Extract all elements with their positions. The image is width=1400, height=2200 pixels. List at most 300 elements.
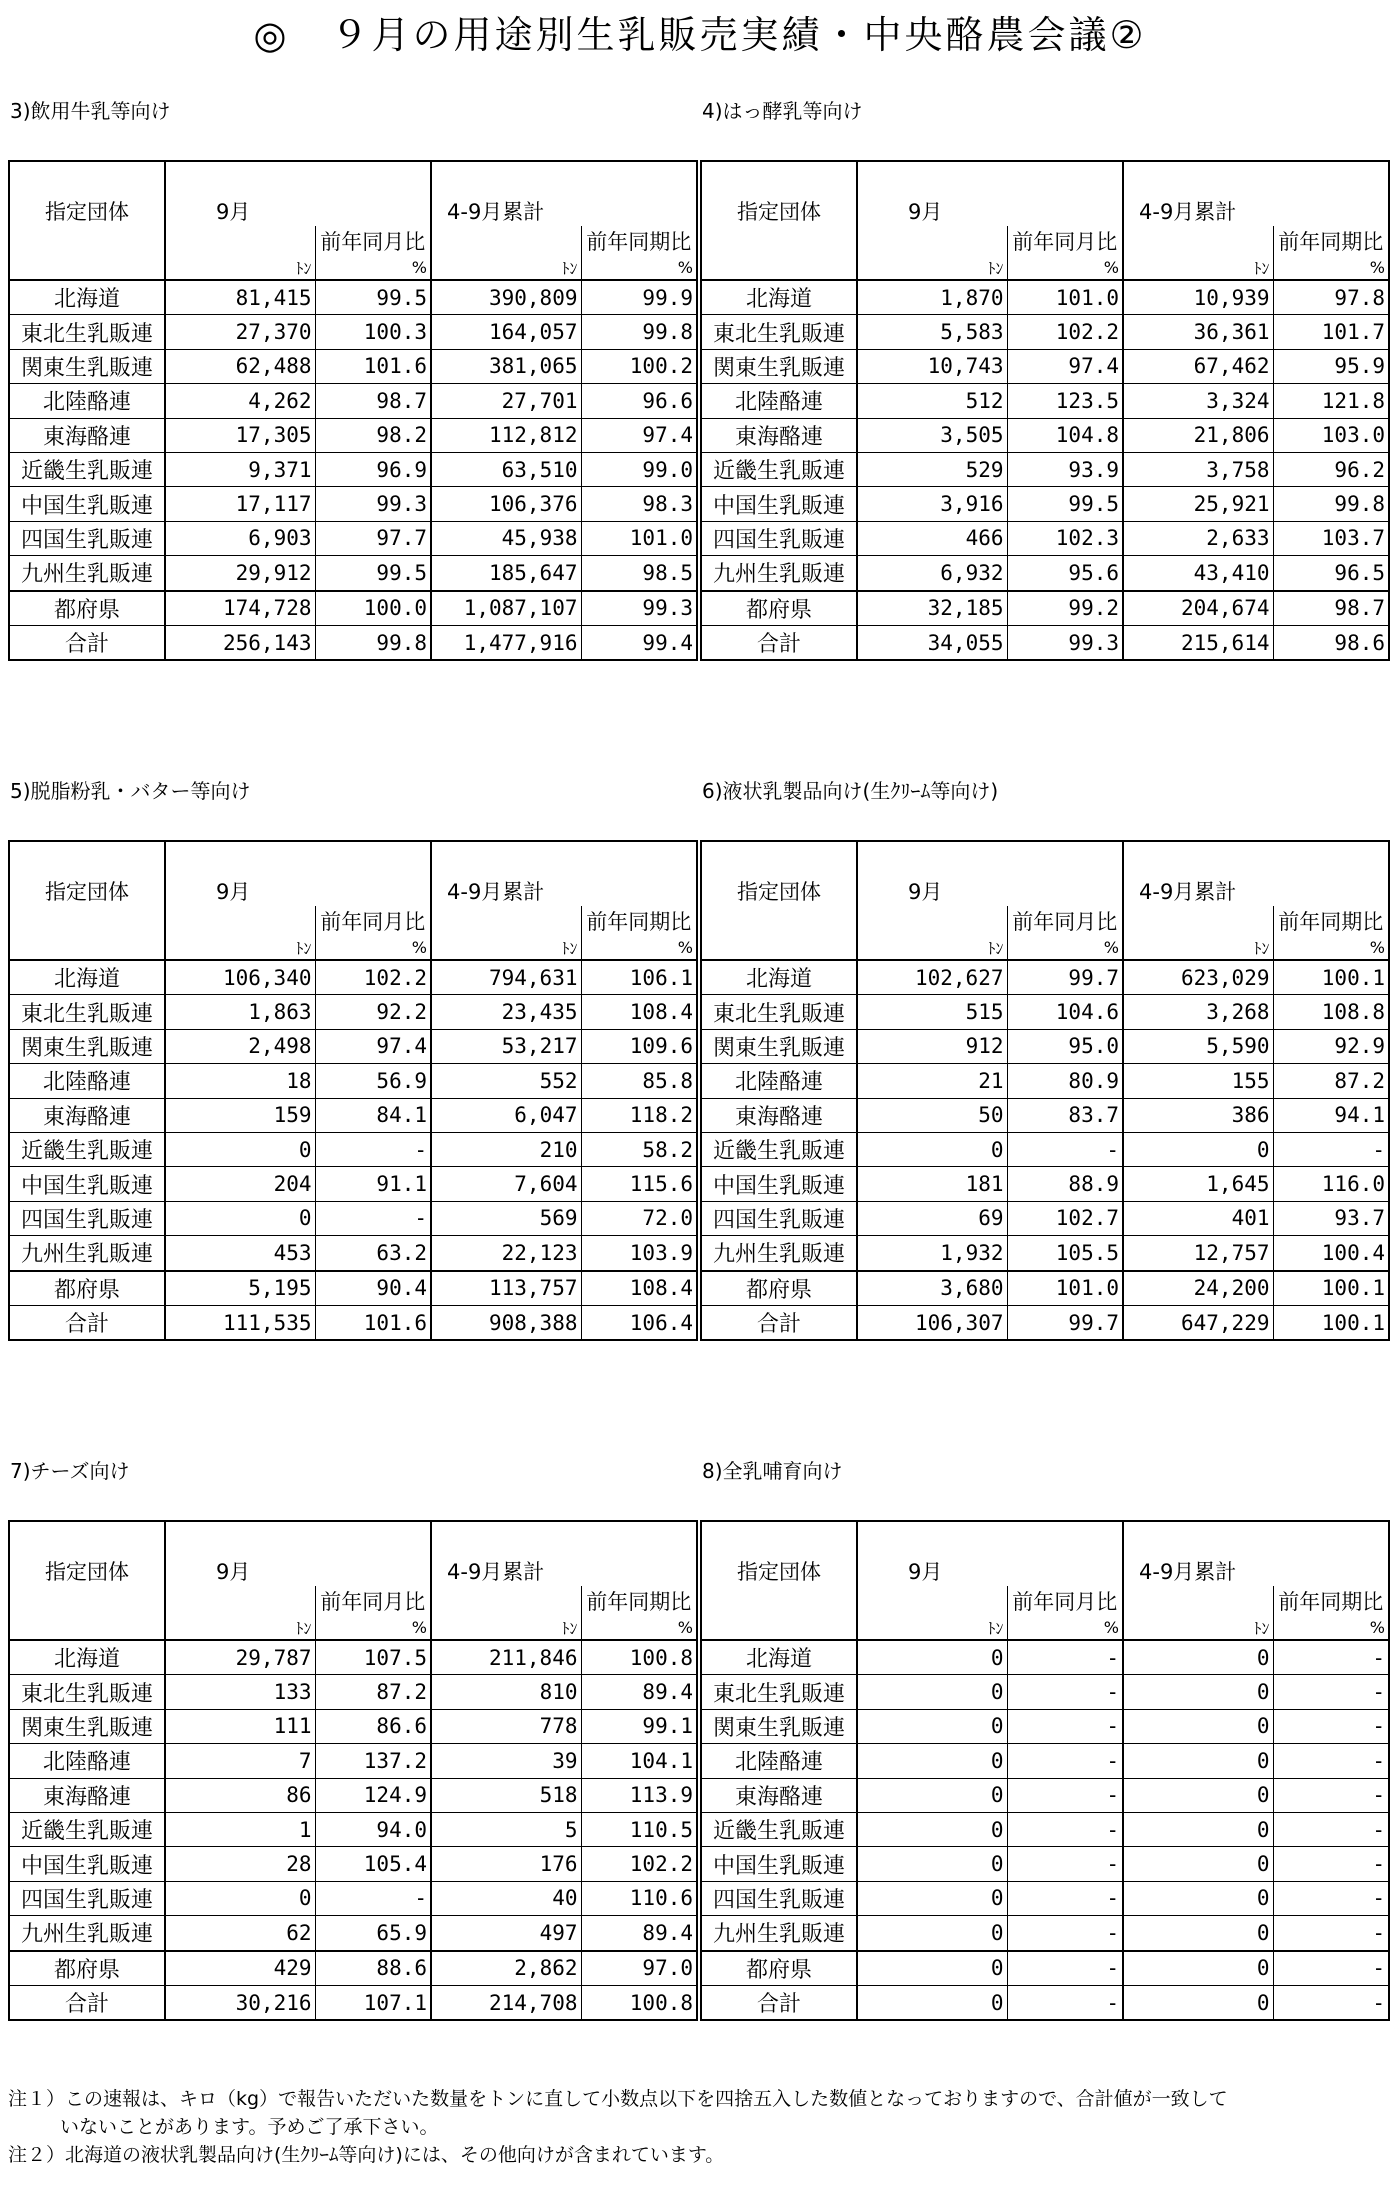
org-name: 合計 — [9, 625, 165, 660]
cell-value: 29,787 — [165, 1640, 315, 1675]
cell-value: 1,645 — [1123, 1167, 1273, 1201]
cell-value: 2,633 — [1123, 521, 1273, 555]
cell-value: 97.4 — [581, 418, 697, 452]
header-yoy-month: 前年同月比 — [315, 226, 431, 256]
cell-value: 87.2 — [315, 1675, 431, 1709]
cell-value: 39 — [431, 1744, 581, 1778]
cell-value: 3,268 — [1123, 995, 1273, 1029]
cell-value: 3,758 — [1123, 452, 1273, 486]
cell-value: 102.2 — [315, 960, 431, 995]
cell-value: 401 — [1123, 1201, 1273, 1235]
org-name: 北海道 — [701, 960, 857, 995]
cell-value: 106,307 — [857, 1305, 1007, 1340]
unit-pct: % — [1007, 936, 1123, 960]
table-row — [701, 625, 1389, 660]
table-row — [9, 1305, 697, 1340]
cell-value: - — [1273, 1640, 1389, 1675]
table-row — [701, 556, 1389, 591]
cell-value: 647,229 — [1123, 1305, 1273, 1340]
table-row — [701, 315, 1389, 349]
org-name: 近畿生乳販連 — [701, 452, 857, 486]
cell-value: 88.9 — [1007, 1167, 1123, 1201]
cell-value: 99.7 — [1007, 1305, 1123, 1340]
cell-value: 109.6 — [581, 1029, 697, 1063]
cell-value: 453 — [165, 1236, 315, 1271]
table-row — [701, 1640, 1389, 1675]
table-row — [701, 1305, 1389, 1340]
cell-value: 97.4 — [1007, 349, 1123, 383]
cell-value: 0 — [857, 1640, 1007, 1675]
cell-value: 21,806 — [1123, 418, 1273, 452]
cell-value: - — [1007, 1675, 1123, 1709]
cell-value: 88.6 — [315, 1951, 431, 1986]
cell-value: - — [1273, 1951, 1389, 1986]
org-name: 都府県 — [9, 591, 165, 626]
org-name: 近畿生乳販連 — [9, 1132, 165, 1166]
cell-value: - — [1007, 1951, 1123, 1986]
footnotes — [8, 2085, 1398, 2169]
org-name: 合計 — [701, 1985, 857, 2020]
cell-value: 155 — [1123, 1064, 1273, 1098]
table-row — [701, 1916, 1389, 1951]
table-row — [701, 1778, 1389, 1812]
cell-value: 0 — [857, 1985, 1007, 2020]
cell-value: 107.1 — [315, 1985, 431, 2020]
section-label: 3)飲用牛乳等向け — [10, 99, 171, 123]
table-row — [9, 349, 697, 383]
cell-value: 58.2 — [581, 1132, 697, 1166]
cell-value: 100.1 — [1273, 1271, 1389, 1306]
cell-value: 56.9 — [315, 1064, 431, 1098]
cell-value: 0 — [1123, 1744, 1273, 1778]
cell-value: 100.8 — [581, 1640, 697, 1675]
table-row — [9, 1675, 697, 1709]
cell-value: 43,410 — [1123, 556, 1273, 591]
cell-value: - — [1007, 1847, 1123, 1881]
cell-value: 0 — [857, 1881, 1007, 1915]
unit-pct: % — [315, 256, 431, 280]
cell-value: 113,757 — [431, 1271, 581, 1306]
cell-value: 0 — [857, 1812, 1007, 1846]
cell-value: 111 — [165, 1709, 315, 1743]
cell-value: 1,477,916 — [431, 625, 581, 660]
cell-value: 6,047 — [431, 1098, 581, 1132]
table-row — [9, 1951, 697, 1986]
table-row — [701, 1985, 1389, 2020]
cell-value: 28 — [165, 1847, 315, 1881]
cell-value: 102.3 — [1007, 521, 1123, 555]
cell-value: 102.7 — [1007, 1201, 1123, 1235]
org-name: 近畿生乳販連 — [9, 1812, 165, 1846]
cell-value: 72.0 — [581, 1201, 697, 1235]
cell-value: 101.7 — [1273, 315, 1389, 349]
cell-value: 497 — [431, 1916, 581, 1951]
cell-value: 110.6 — [581, 1881, 697, 1915]
table-row — [701, 452, 1389, 486]
section-label: 7)チーズ向け — [10, 1459, 130, 1483]
table-row — [9, 591, 697, 626]
cell-value: 211,846 — [431, 1640, 581, 1675]
cell-value: 100.1 — [1273, 960, 1389, 995]
table-row — [701, 1201, 1389, 1235]
cell-value: 778 — [431, 1709, 581, 1743]
footnote-1-cont: いないことがあります。予めご了承下さい。 — [60, 2116, 439, 2138]
cell-value: 3,916 — [857, 487, 1007, 521]
cell-value: 386 — [1123, 1098, 1273, 1132]
cell-value: - — [1273, 1812, 1389, 1846]
cell-value: 99.5 — [315, 280, 431, 315]
sales-table — [700, 1520, 1390, 2021]
header-yoy-period: 前年同期比 — [1273, 906, 1389, 936]
cell-value: - — [315, 1881, 431, 1915]
header-org: 指定団体 — [9, 196, 165, 226]
cell-value: 96.6 — [581, 384, 697, 418]
header-month: 9月 — [857, 876, 1007, 906]
cell-value: 0 — [165, 1132, 315, 1166]
cell-value: 98.7 — [315, 384, 431, 418]
cell-value: 118.2 — [581, 1098, 697, 1132]
cell-value: 32,185 — [857, 591, 1007, 626]
org-name: 東北生乳販連 — [701, 995, 857, 1029]
cell-value: 1 — [165, 1812, 315, 1846]
table-row — [9, 1236, 697, 1271]
org-name: 都府県 — [701, 591, 857, 626]
org-name: 中国生乳販連 — [701, 1167, 857, 1201]
header-yoy-period: 前年同期比 — [581, 906, 697, 936]
cell-value: 50 — [857, 1098, 1007, 1132]
org-name: 北海道 — [701, 1640, 857, 1675]
cell-value: 1,087,107 — [431, 591, 581, 626]
cell-value: 98.7 — [1273, 591, 1389, 626]
cell-value: 99.8 — [315, 625, 431, 660]
cell-value: 1,870 — [857, 280, 1007, 315]
cell-value: 69 — [857, 1201, 1007, 1235]
cell-value: - — [1273, 1778, 1389, 1812]
header-yoy-month: 前年同月比 — [315, 1586, 431, 1616]
cell-value: 18 — [165, 1064, 315, 1098]
cell-value: 101.0 — [581, 521, 697, 555]
cell-value: 100.2 — [581, 349, 697, 383]
org-name: 北陸酪連 — [9, 1064, 165, 1098]
cell-value: 0 — [857, 1778, 1007, 1812]
cell-value: 99.3 — [315, 487, 431, 521]
org-name: 東海酪連 — [701, 418, 857, 452]
table-row — [701, 1812, 1389, 1846]
cell-value: 108.8 — [1273, 995, 1389, 1029]
org-name: 東北生乳販連 — [701, 1675, 857, 1709]
cell-value: 84.1 — [315, 1098, 431, 1132]
table-row — [9, 384, 697, 418]
cell-value: 99.9 — [581, 280, 697, 315]
table-row — [701, 1675, 1389, 1709]
org-name: 中国生乳販連 — [9, 487, 165, 521]
table-row — [9, 1709, 697, 1743]
cell-value: 30,216 — [165, 1985, 315, 2020]
cell-value: 210 — [431, 1132, 581, 1166]
cell-value: 518 — [431, 1778, 581, 1812]
table-row — [9, 625, 697, 660]
table-row — [701, 1709, 1389, 1743]
cell-value: 515 — [857, 995, 1007, 1029]
cell-value: 10,743 — [857, 349, 1007, 383]
table-row — [9, 1881, 697, 1915]
table-row — [701, 418, 1389, 452]
org-name: 東海酪連 — [9, 1098, 165, 1132]
cell-value: - — [1007, 1132, 1123, 1166]
unit-ton: ﾄﾝ — [1123, 936, 1273, 960]
cell-value: 93.7 — [1273, 1201, 1389, 1235]
unit-pct: % — [1273, 1616, 1389, 1640]
cell-value: 96.2 — [1273, 452, 1389, 486]
cell-value: 0 — [857, 1709, 1007, 1743]
unit-ton: ﾄﾝ — [1123, 256, 1273, 280]
cell-value: 102.2 — [581, 1847, 697, 1881]
unit-ton: ﾄﾝ — [1123, 1616, 1273, 1640]
cell-value: 99.3 — [581, 591, 697, 626]
org-name: 都府県 — [9, 1951, 165, 1986]
cell-value: 176 — [431, 1847, 581, 1881]
unit-ton: ﾄﾝ — [165, 256, 315, 280]
cell-value: 53,217 — [431, 1029, 581, 1063]
cell-value: 3,324 — [1123, 384, 1273, 418]
cell-value: 108.4 — [581, 995, 697, 1029]
cell-value: 108.4 — [581, 1271, 697, 1306]
cell-value: 0 — [1123, 1847, 1273, 1881]
cell-value: 204 — [165, 1167, 315, 1201]
table-row — [9, 1812, 697, 1846]
cell-value: 512 — [857, 384, 1007, 418]
unit-pct: % — [1273, 256, 1389, 280]
section-label: 5)脱脂粉乳・バター等向け — [10, 779, 251, 803]
table-row — [9, 1778, 697, 1812]
header-cumulative: 4-9月累計 — [431, 196, 581, 226]
cell-value: 98.6 — [1273, 625, 1389, 660]
table-row — [701, 280, 1389, 315]
unit-ton: ﾄﾝ — [165, 1616, 315, 1640]
cell-value: 34,055 — [857, 625, 1007, 660]
header-month: 9月 — [165, 1556, 315, 1586]
org-name: 都府県 — [701, 1271, 857, 1306]
cell-value: 89.4 — [581, 1675, 697, 1709]
table-row — [701, 995, 1389, 1029]
table-row — [701, 1847, 1389, 1881]
header-yoy-month: 前年同月比 — [315, 906, 431, 936]
cell-value: - — [1007, 1709, 1123, 1743]
table-row — [701, 960, 1389, 995]
header-month: 9月 — [857, 196, 1007, 226]
cell-value: 0 — [1123, 1675, 1273, 1709]
cell-value: 97.7 — [315, 521, 431, 555]
cell-value: 99.8 — [1273, 487, 1389, 521]
org-name: 都府県 — [701, 1951, 857, 1986]
sales-table — [8, 160, 698, 661]
org-name: 都府県 — [9, 1271, 165, 1306]
header-cumulative: 4-9月累計 — [1123, 196, 1273, 226]
cell-value: 106,376 — [431, 487, 581, 521]
cell-value: 92.2 — [315, 995, 431, 1029]
cell-value: 99.0 — [581, 452, 697, 486]
cell-value: 0 — [1123, 1985, 1273, 2020]
cell-value: 29,912 — [165, 556, 315, 591]
cell-value: 623,029 — [1123, 960, 1273, 995]
table-row — [701, 591, 1389, 626]
cell-value: 99.2 — [1007, 591, 1123, 626]
cell-value: 101.0 — [1007, 280, 1123, 315]
cell-value: 96.9 — [315, 452, 431, 486]
header-month: 9月 — [857, 1556, 1007, 1586]
unit-pct: % — [315, 936, 431, 960]
org-name: 北海道 — [9, 960, 165, 995]
cell-value: 99.8 — [581, 315, 697, 349]
org-name: 北陸酪連 — [9, 1744, 165, 1778]
cell-value: 62,488 — [165, 349, 315, 383]
footnote-1: 注１）この速報は、キロ（kg）で報告いただいた数量をトンに直して小数点以下を四捨五入した数値となっておりますので、合計値が一致して — [8, 2088, 1228, 2110]
org-name: 四国生乳販連 — [9, 1881, 165, 1915]
table-row — [9, 1098, 697, 1132]
cell-value: 96.5 — [1273, 556, 1389, 591]
table-row — [9, 1744, 697, 1778]
table-row — [9, 418, 697, 452]
header-org: 指定団体 — [701, 876, 857, 906]
cell-value: 7,604 — [431, 1167, 581, 1201]
cell-value: 112,812 — [431, 418, 581, 452]
table-row — [9, 1132, 697, 1166]
cell-value: 99.5 — [315, 556, 431, 591]
org-name: 北海道 — [9, 280, 165, 315]
cell-value: 99.3 — [1007, 625, 1123, 660]
cell-value: 429 — [165, 1951, 315, 1986]
table-row — [9, 1064, 697, 1098]
cell-value: 100.3 — [315, 315, 431, 349]
header-org: 指定団体 — [701, 1556, 857, 1586]
cell-value: 0 — [1123, 1916, 1273, 1951]
org-name: 北陸酪連 — [701, 1064, 857, 1098]
cell-value: 0 — [1123, 1812, 1273, 1846]
org-name: 九州生乳販連 — [9, 1916, 165, 1951]
cell-value: 185,647 — [431, 556, 581, 591]
cell-value: 104.8 — [1007, 418, 1123, 452]
cell-value: 99.7 — [1007, 960, 1123, 995]
cell-value: 115.6 — [581, 1167, 697, 1201]
cell-value: 0 — [857, 1951, 1007, 1986]
cell-value: - — [1007, 1744, 1123, 1778]
cell-value: - — [1007, 1916, 1123, 1951]
cell-value: - — [315, 1132, 431, 1166]
table-row — [9, 960, 697, 995]
cell-value: 94.1 — [1273, 1098, 1389, 1132]
cell-value: 0 — [857, 1916, 1007, 1951]
cell-value: 105.5 — [1007, 1236, 1123, 1271]
cell-value: 95.0 — [1007, 1029, 1123, 1063]
cell-value: 87.2 — [1273, 1064, 1389, 1098]
org-name: 中国生乳販連 — [701, 1847, 857, 1881]
org-name: 東海酪連 — [701, 1778, 857, 1812]
cell-value: 99.4 — [581, 625, 697, 660]
cell-value: 3,505 — [857, 418, 1007, 452]
cell-value: - — [1273, 1916, 1389, 1951]
table-row — [701, 1098, 1389, 1132]
sales-table — [8, 840, 698, 1341]
org-name: 北海道 — [9, 1640, 165, 1675]
cell-value: 106.1 — [581, 960, 697, 995]
cell-value: 0 — [165, 1201, 315, 1235]
cell-value: 1,932 — [857, 1236, 1007, 1271]
header-yoy-period: 前年同期比 — [1273, 1586, 1389, 1616]
header-yoy-month: 前年同月比 — [1007, 226, 1123, 256]
cell-value: 97.4 — [315, 1029, 431, 1063]
cell-value: 0 — [857, 1847, 1007, 1881]
org-name: 九州生乳販連 — [701, 556, 857, 591]
header-yoy-period: 前年同期比 — [581, 226, 697, 256]
cell-value: 105.4 — [315, 1847, 431, 1881]
header-cumulative: 4-9月累計 — [431, 876, 581, 906]
cell-value: 908,388 — [431, 1305, 581, 1340]
unit-ton: ﾄﾝ — [431, 1616, 581, 1640]
org-name: 四国生乳販連 — [701, 1881, 857, 1915]
cell-value: 5,583 — [857, 315, 1007, 349]
page-title: ◎ ９月の用途別生乳販売実績・中央酪農会議② — [253, 13, 1147, 57]
cell-value: 0 — [1123, 1132, 1273, 1166]
unit-ton: ﾄﾝ — [857, 1616, 1007, 1640]
table-row — [9, 995, 697, 1029]
cell-value: - — [1273, 1709, 1389, 1743]
cell-value: 101.6 — [315, 1305, 431, 1340]
table-row — [701, 349, 1389, 383]
table-row — [701, 1744, 1389, 1778]
org-name: 近畿生乳販連 — [701, 1812, 857, 1846]
org-name: 関東生乳販連 — [701, 1029, 857, 1063]
table-row — [701, 384, 1389, 418]
cell-value: 0 — [1123, 1881, 1273, 1915]
cell-value: 95.9 — [1273, 349, 1389, 383]
cell-value: 45,938 — [431, 521, 581, 555]
cell-value: 810 — [431, 1675, 581, 1709]
table-row — [701, 1881, 1389, 1915]
table-row — [9, 521, 697, 555]
table-row — [9, 1201, 697, 1235]
table-row — [9, 1167, 697, 1201]
cell-value: 137.2 — [315, 1744, 431, 1778]
section-label: 8)全乳哺育向け — [702, 1459, 843, 1483]
cell-value: 106,340 — [165, 960, 315, 995]
cell-value: - — [1273, 1132, 1389, 1166]
cell-value: 21 — [857, 1064, 1007, 1098]
table-row — [701, 487, 1389, 521]
cell-value: 6,932 — [857, 556, 1007, 591]
table-row — [9, 452, 697, 486]
cell-value: 0 — [857, 1675, 1007, 1709]
cell-value: 10,939 — [1123, 280, 1273, 315]
org-name: 近畿生乳販連 — [701, 1132, 857, 1166]
cell-value: 794,631 — [431, 960, 581, 995]
cell-value: 3,680 — [857, 1271, 1007, 1306]
org-name: 九州生乳販連 — [701, 1236, 857, 1271]
table-row — [9, 1916, 697, 1951]
unit-ton: ﾄﾝ — [431, 256, 581, 280]
org-name: 四国生乳販連 — [9, 1201, 165, 1235]
cell-value: 0 — [1123, 1778, 1273, 1812]
unit-pct: % — [1007, 1616, 1123, 1640]
cell-value: 181 — [857, 1167, 1007, 1201]
table-row — [9, 1029, 697, 1063]
cell-value: 17,117 — [165, 487, 315, 521]
cell-value: 466 — [857, 521, 1007, 555]
cell-value: 107.5 — [315, 1640, 431, 1675]
cell-value: 164,057 — [431, 315, 581, 349]
table-row — [9, 1985, 697, 2020]
cell-value: 86 — [165, 1778, 315, 1812]
footnote-2: 注２）北海道の液状乳製品向け(生ｸﾘｰﾑ等向け)には、その他向けが含まれています。 — [8, 2144, 725, 2166]
